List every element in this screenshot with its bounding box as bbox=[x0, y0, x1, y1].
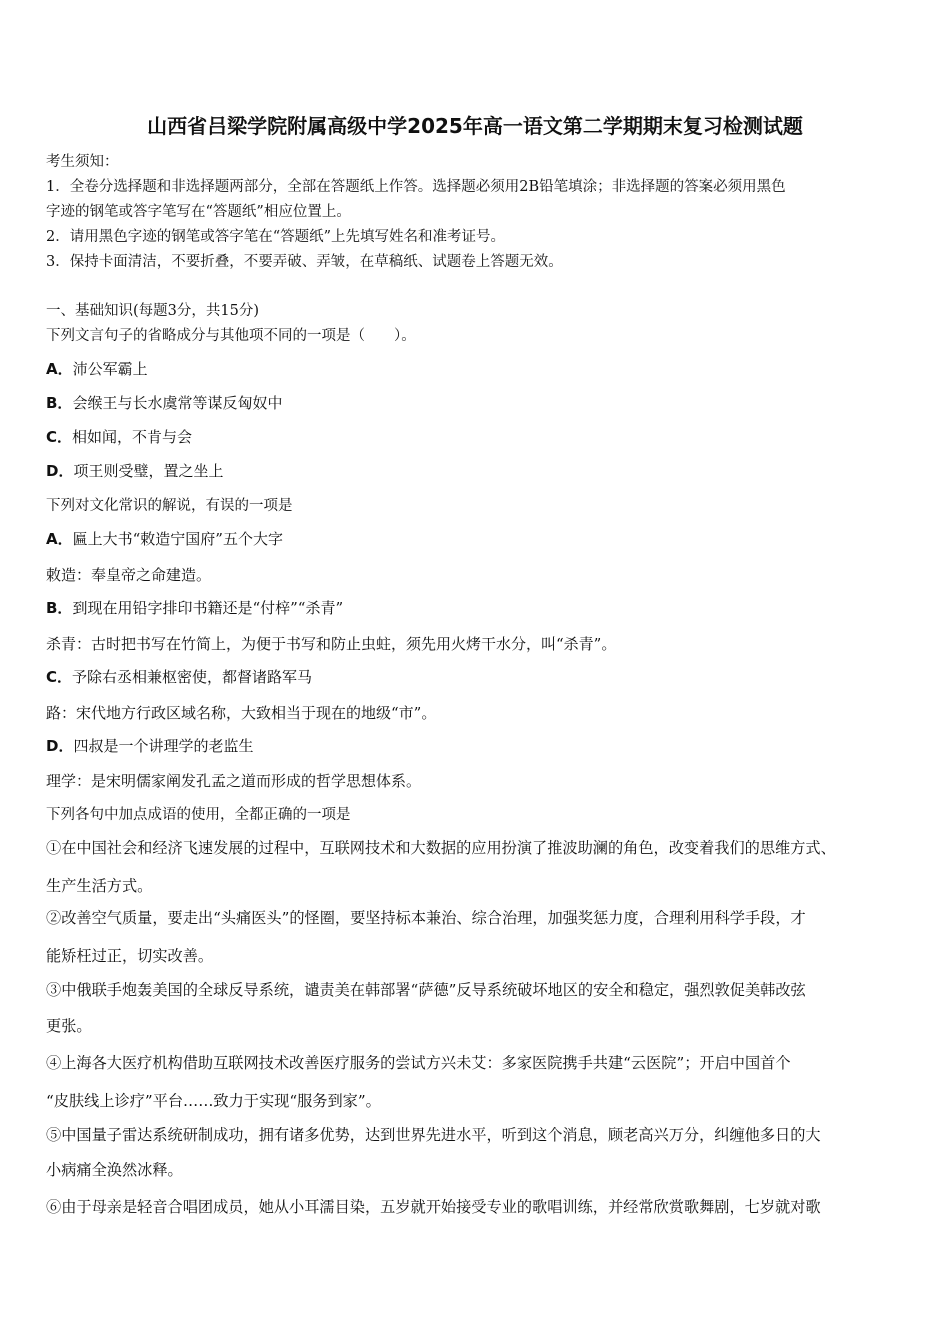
question-3-sentence-4-line-1: ④上海各大医疗机构借助互联网技术改善医疗服务的尝试方兴未艾：多家医院携手共建“云医院”；开启中国首个 bbox=[46, 1054, 791, 1072]
question-3-sentence-5-line-1: ⑤中国量子雷达系统研制成功，拥有诸多优势，达到世界先进水平，听到这个消息，顾老高兴万分，纠缠他多日的大 bbox=[46, 1126, 821, 1144]
question-3-sentence-1-line-2: 生产生活方式。 bbox=[46, 877, 153, 895]
page-title: 山西省吕梁学院附属高级中学2025年高一语文第二学期期末复习检测试题 bbox=[147, 114, 803, 138]
option-text: 予除右丞相兼枢密使，都督诸路军马 bbox=[72, 668, 313, 686]
question-3-sentence-1-line-1: ①在中国社会和经济飞速发展的过程中，互联网技术和大数据的应用扮演了推波助澜的角色，改变着我们的思维方式、 bbox=[46, 839, 836, 857]
option-label: D． bbox=[46, 462, 74, 480]
question-3-sentence-6-line-1: ⑥由于母亲是轻音合唱团成员，她从小耳濡目染，五岁就开始接受专业的歌唱训练，并经常欣赏歌舞剧，七岁就对歌 bbox=[46, 1198, 821, 1216]
question-2-option-d bbox=[46, 736, 253, 756]
option-label: A． bbox=[46, 530, 73, 548]
question-2-option-a bbox=[46, 529, 283, 549]
option-label: B． bbox=[46, 394, 73, 412]
question-1-option-a bbox=[46, 359, 148, 379]
option-label: C． bbox=[46, 428, 73, 446]
question-1-option-c bbox=[46, 427, 192, 447]
question-2-option-c-note: 路：宋代地方行政区域名称，大致相当于现在的地级“市”。 bbox=[46, 704, 437, 722]
question-3-sentence-2-line-2: 能矫枉过正，切实改善。 bbox=[46, 947, 214, 965]
option-text: 四叔是一个讲理学的老监生 bbox=[73, 737, 254, 755]
question-1-stem: 下列文言句子的省略成分与其他项不同的一项是（ ）。 bbox=[46, 328, 416, 344]
question-2-option-a-note: 敕造：奉皇帝之命建造。 bbox=[46, 566, 212, 584]
question-1-option-d bbox=[46, 461, 223, 481]
option-label: A． bbox=[46, 360, 73, 378]
question-3-sentence-5-line-2: 小病痛全涣然冰释。 bbox=[46, 1161, 183, 1179]
option-label: B． bbox=[46, 599, 73, 617]
option-text: 项王则受璧，置之坐上 bbox=[73, 462, 224, 480]
option-text: 沛公军霸上 bbox=[72, 360, 148, 378]
option-text: 到现在用铅字排印书籍还是“付梓”“杀青” bbox=[72, 599, 344, 617]
option-text: 匾上大书“敕造宁国府”五个大字 bbox=[72, 530, 283, 548]
notice-item-1-line-2: 字迹的钢笔或答字笔写在“答题纸”相应位置上。 bbox=[46, 204, 351, 220]
option-text: 会缑王与长水虞常等谋反匈奴中 bbox=[72, 394, 283, 412]
question-2-option-b-note: 杀青：古时把书写在竹简上，为便于书写和防止虫蛀，须先用火烤干水分，叫“杀青”。 bbox=[46, 635, 617, 653]
notice-heading: 考生须知： bbox=[46, 154, 119, 170]
question-1-option-b bbox=[46, 393, 282, 413]
notice-item-1-line-1: 1．全卷分选择题和非选择题两部分，全部在答题纸上作答。选择题必须用2B铅笔填涂；非选择题的答案必须用黑色 bbox=[46, 179, 786, 195]
question-2-option-d-note: 理学：是宋明儒家阐发孔孟之道而形成的哲学思想体系。 bbox=[46, 772, 422, 790]
question-3-sentence-2-line-1: ②改善空气质量，要走出“头痛医头”的怪圈，要坚持标本兼治、综合治理，加强奖惩力度，合理利用科学手段，才 bbox=[46, 909, 806, 927]
question-3-sentence-3-line-2: 更张。 bbox=[46, 1017, 92, 1035]
question-2-option-b bbox=[46, 598, 343, 618]
question-3-stem: 下列各句中加点成语的使用，全都正确的一项是 bbox=[46, 807, 351, 823]
question-2-stem: 下列对文化常识的解说，有误的一项是 bbox=[46, 498, 293, 514]
option-label: C． bbox=[46, 668, 73, 686]
notice-item-2: 2．请用黑色字迹的钢笔或答字笔在“答题纸”上先填写姓名和准考证号。 bbox=[46, 229, 506, 245]
section-heading: 一、基础知识(每题3分，共15分) bbox=[46, 303, 259, 319]
option-text: 相如闻，不肯与会 bbox=[72, 428, 193, 446]
question-3-sentence-3-line-1: ③中俄联手炮轰美国的全球反导系统，谴责美在韩部署“萨德”反导系统破坏地区的安全和稳定，强烈敦促美韩改弦 bbox=[46, 981, 806, 999]
option-label: D． bbox=[46, 737, 74, 755]
notice-item-3: 3．保持卡面清洁，不要折叠，不要弄破、弄皱，在草稿纸、试题卷上答题无效。 bbox=[46, 254, 563, 270]
question-2-option-c bbox=[46, 667, 312, 687]
question-3-sentence-4-line-2: “皮肤线上诊疗”平台……致力于实现“服务到家”。 bbox=[46, 1092, 381, 1110]
